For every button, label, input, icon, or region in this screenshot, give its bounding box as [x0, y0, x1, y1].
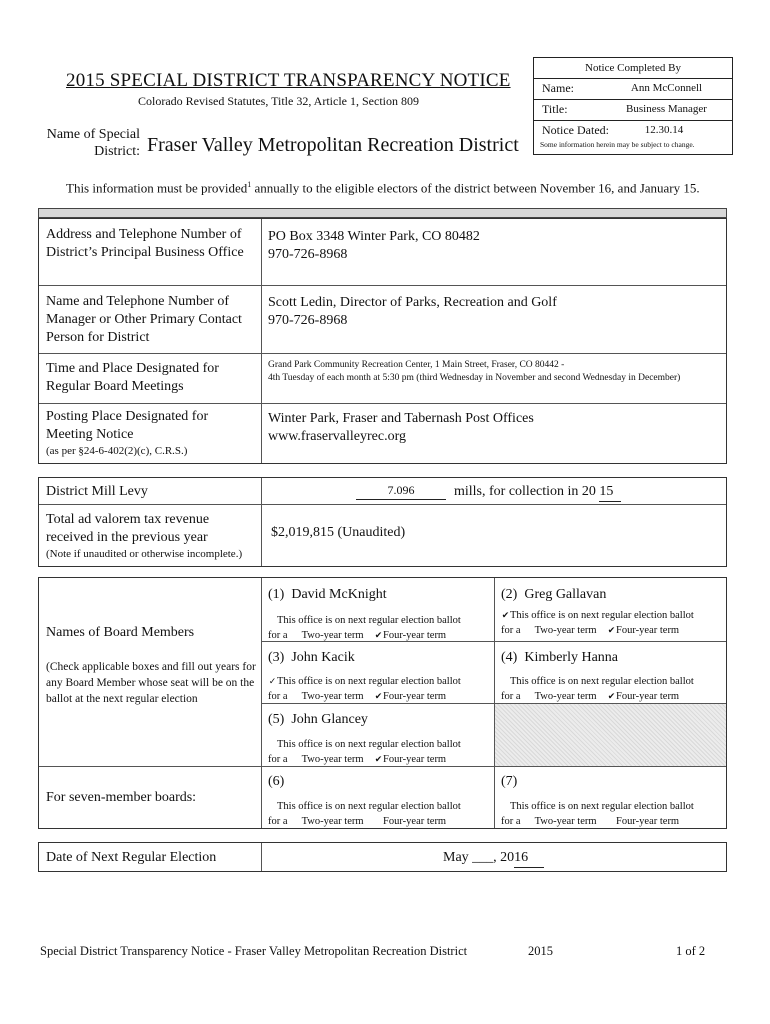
two-year-checkbox[interactable] [290, 814, 299, 828]
notice-date-row: Notice Dated: 12.30.14 [534, 120, 732, 141]
mill-levy-label: District Mill Levy [46, 484, 148, 499]
posting-value[interactable]: Winter Park, Fraser and Tabernash Post Offices www.fraservalleyrec.org [268, 411, 534, 444]
notice-name-row: Name: Ann McConnell [534, 78, 732, 100]
ballot-option-6: This office is on next regular election ballot for a Two-year term Four-year term [268, 801, 461, 827]
board-members-table [38, 577, 727, 829]
four-year-checkbox-checked[interactable]: ✔ [374, 754, 383, 764]
ballot-option-1: This office is on next regular election ballot for a Two-year term ✔Four-year term [268, 615, 461, 641]
ballot-checkbox-checked[interactable]: ✔ [501, 610, 510, 620]
two-year-checkbox[interactable] [290, 628, 299, 642]
board-members-label: Names of Board Members [46, 625, 195, 640]
board-member-5[interactable]: (5) John Glancey [268, 712, 368, 727]
four-year-checkbox-checked[interactable]: ✔ [607, 691, 616, 701]
ballot-checkbox-checked[interactable]: ✓ [268, 676, 277, 686]
ballot-option-4: This office is on next regular election ballot for a Two-year term ✔Four-year term [501, 676, 694, 702]
board-member-1[interactable]: (1) David McKnight [268, 587, 387, 602]
district-name-label: Name of Special District: [46, 127, 140, 159]
revenue-label: Total ad valorem tax revenue received in the previous year (Note if unaudited or otherwise incomplete.) [46, 512, 243, 560]
footer-year: 2015 [528, 944, 553, 958]
two-year-checkbox[interactable] [523, 623, 532, 637]
ballot-checkbox[interactable] [268, 613, 277, 627]
page-number: 1 of 2 [676, 944, 706, 958]
next-election-date[interactable]: May ___, 2016 [443, 849, 544, 868]
district-info-table [38, 218, 727, 464]
board-member-3[interactable]: (3) John Kacik [268, 650, 355, 665]
ballot-checkbox[interactable] [268, 799, 277, 813]
next-election-label: Date of Next Regular Election [46, 850, 217, 865]
four-year-checkbox[interactable] [607, 814, 616, 828]
posting-label: Posting Place Designated for Meeting Notice (as per §24-6-402(2)(c), C.R.S.) [46, 409, 209, 457]
ballot-checkbox[interactable] [501, 799, 510, 813]
levy-table [38, 477, 727, 567]
contact-label: Name and Telephone Number of Manager or Other Primary Contact Person for District [46, 294, 242, 345]
ballot-option-5: This office is on next regular election ballot for a Two-year term ✔Four-year term [268, 739, 461, 765]
next-election-table [38, 842, 727, 872]
mill-levy-value[interactable]: 7.096 [356, 481, 446, 500]
ballot-option-3: ✓This office is on next regular election ballot for a Two-year term ✔Four-year term [268, 676, 461, 702]
page-title: 2015 SPECIAL DISTRICT TRANSPARENCY NOTICE [66, 70, 511, 91]
board-member-7[interactable]: (7) [501, 774, 518, 789]
notice-date-value[interactable]: 12.30.14 [644, 124, 684, 136]
board-member-6[interactable]: (6) [268, 774, 285, 789]
intro-text: This information must be provided$^1$ annually to the eligible electors of the district between November 16, and January 15. [66, 180, 700, 196]
two-year-checkbox[interactable] [523, 814, 532, 828]
board-member-2[interactable]: (2) Greg Gallavan [501, 587, 607, 602]
section-divider-bar [38, 208, 727, 218]
two-year-checkbox[interactable] [523, 689, 532, 703]
ballot-option-2: ✔This office is on next regular election ballot for a Two-year term ✔Four-year term [501, 610, 694, 636]
meetings-value[interactable]: Grand Park Community Recreation Center, 1 Main Street, Fraser, CO 80442 - 4th Tuesday of each month at 5:30 pm (third Wednesday in November and second Wednesday in December) [268, 360, 681, 383]
four-year-checkbox-checked[interactable]: ✔ [607, 625, 616, 635]
collection-year[interactable]: 15 [599, 483, 621, 502]
four-year-checkbox-checked[interactable]: ✔ [374, 630, 383, 640]
board-instructions: (Check applicable boxes and fill out years for any Board Member whose seat will be on the ballot at the next regular election [46, 661, 256, 705]
two-year-checkbox[interactable] [290, 689, 299, 703]
revenue-value[interactable]: $2,019,815 (Unaudited) [271, 525, 406, 540]
address-label: Address and Telephone Number of District’s Principal Business Office [46, 227, 244, 260]
four-year-checkbox-checked[interactable]: ✔ [374, 691, 383, 701]
statute-subtitle: Colorado Revised Statutes, Title 32, Article 1, Section 809 [138, 94, 419, 108]
mill-levy-suffix: mills, for collection in 20 15 [454, 483, 621, 502]
four-year-checkbox[interactable] [374, 814, 383, 828]
unused-seat-shading [495, 704, 726, 766]
notice-completed-header: Notice Completed By [534, 58, 732, 79]
ballot-checkbox[interactable] [501, 674, 510, 688]
notice-title-row: Title: Business Manager [534, 99, 732, 121]
two-year-checkbox[interactable] [290, 752, 299, 766]
meetings-label: Time and Place Designated for Regular Board Meetings [46, 361, 219, 394]
board-member-4[interactable]: (4) Kimberly Hanna [501, 650, 619, 665]
notice-title-value[interactable]: Business Manager [626, 103, 707, 115]
contact-value[interactable]: Scott Ledin, Director of Parks, Recreation and Golf 970-726-8968 [268, 295, 557, 328]
footer-text: Special District Transparency Notice - Fraser Valley Metropolitan Recreation District [40, 944, 468, 958]
notice-name-value[interactable]: Ann McConnell [630, 82, 703, 94]
ballot-checkbox[interactable] [268, 737, 277, 751]
district-name: Fraser Valley Metropolitan Recreation District [147, 134, 519, 156]
seven-member-label: For seven-member boards: [46, 790, 197, 805]
ballot-option-7: This office is on next regular election ballot for a Two-year term Four-year term [501, 801, 694, 827]
notice-note: Some information herein may be subject to change. [540, 140, 695, 149]
address-value[interactable]: PO Box 3348 Winter Park, CO 80482 970-726-8968 [268, 229, 480, 262]
